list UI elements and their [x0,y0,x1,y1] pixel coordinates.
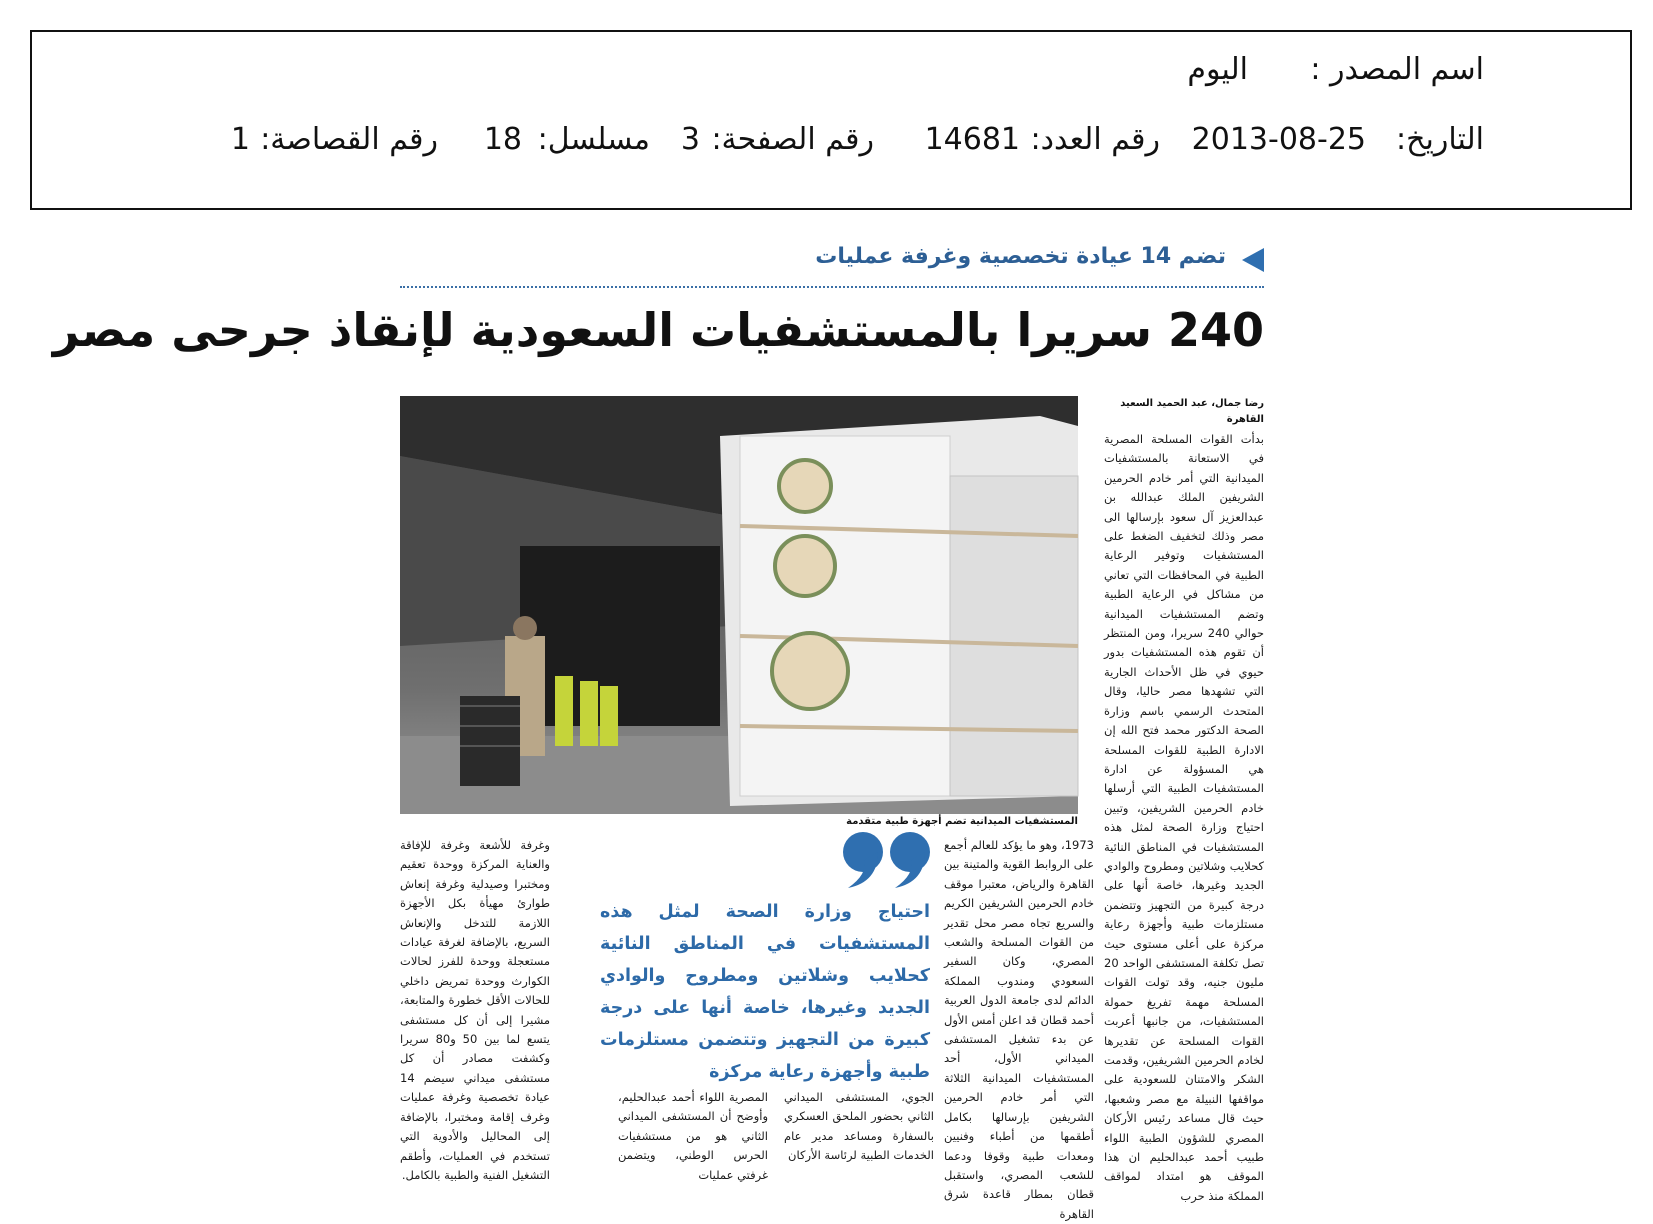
kicker-arrow-icon [1242,248,1264,272]
article-body-column-5: وغرفة للأشعة وغرفة للإفاقة والعناية المركزة ووحدة تعقيم ومختبرا وصيدلية وغرفة إنعاش طوارئ مهيأة بكل الأجهزة اللازمة للتدخل والإنعاش السريع، بالإضافة لغرفة عيادات مستعجلة ووحدة للفرز لحالات الكوارث ووحدة تمريض داخلي للحالات الأقل خطورة والمتابعة، مشيرا إلى أن كل مستشفى يتسع لما بين 50 و80 سريرا وكشفت مصادر أن كل مستشفى ميداني سيضم 14 عيادة تخصصية وغرفة عمليات وغرف إقامة ومختبرا، بالإضافة إلى المحاليل والأدوية التي تستخدم في العمليات، وأطقم التشغيل الفنية والطبية بالكامل. [400,838,550,1182]
cargo-plane-photo-illustration [400,396,1078,814]
issue-value: 14681 [924,122,1020,157]
article-body-column-2: 1973، وهو ما يؤكد للعالم أجمع على الروابط القوية والمتينة بين القاهرة والرياض، معتبرا موقف خادم الحرمين الشريفين الكريم والسريع تجاه مصر محل تقدير من القوات المسلحة والشعب المصري، وكان السفير السعودي ومندوب المملكة الدائم لدى جامعة الدول العربية أحمد قطان قد اعلن أمس الأول عن بدء تشغيل المستشفى الميداني الأول، أحد المستشفيات الميدانية الثلاثة التي أمر خادم الحرمين الشريفين بإرسالها بكامل أطقمها من أطباء وفنيين ومعدات طبية وقوفا ودعما للشعب المصري، واستقبل قطان بمطار قاعدة شرق القاهرة [944,838,1094,1221]
date-value: 2013-08-25 [1191,122,1366,157]
serial-label: مسلسل: [537,122,650,157]
pull-quote: احتياج وزارة الصحة لمثل هذه المستشفيات في المناطق النائية كحلايب وشلاتين ومطروح والوادي الجديد وغيرها، خاصة أنها على درجة كبيرة من التجهيز وتتضمن مستلزمات طبية وأجهزة رعاية مركزة [600,902,930,1082]
serial-value: 18 [483,122,522,157]
headline: 240 سريرا بالمستشفيات السعودية لإنقاذ جرحى مصر [52,303,1264,357]
date-label: التاريخ: [1396,122,1484,157]
clip-value: 1 [230,122,250,157]
newspaper-article [52,236,1265,1221]
quote-mark-icon [838,830,934,890]
source-value: اليوم [1187,52,1248,87]
article-body-column-1: بدأت القوات المسلحة المصرية في الاستعانة بالمستشفيات الميدانية التي أمر خادم الحرمين الشريفين الملك عبدالله بن عبدالعزيز آل سعود بإرسالها الى مصر وذلك لتخفيف الضغط على المستشفيات وتوفير الرعاية الطبية في المحافظات التي تعاني من مشاكل في الرعاية الطبية وتضم المستشفيات الميدانية حوالي 240 سريرا، ومن المنتظر أن تقوم هذه المستشفيات بدور حيوي في ظل الأحداث الجارية التي تشهدها مصر حاليا، وقال المتحدث الرسمي باسم وزارة الصحة الدكتور محمد فتح الله إن الادارة الطبية للقوات المسلحة هي المسؤولة عن ادارة المستشفيات الطبية التي أرسلها خادم الحرمين الشريفين، وتبين احتياج وزارة الصحة لمثل هذه المستشفيات في المناطق النائية كحلايب وشلاتين ومطروح والوادي الجديد وغيرها، خاصة أنها على درجة كبيرة من التجهيز وتتضمن مستلزمات طبية وأجهزة رعاية مركزة على أعلى مستوى حيث تصل تكلفة المستشفى الواحد 20 مليون جنيه، وقد تولت القوات المسلحة مهمة تفريغ حمولة المستشفيات، من جانبها أعربت القوات المسلحة عن تقديرها لخادم الحرمين الشريفين، وقدمت الشكر والامتنان للسعودية على مواقفها النبيلة مع مصر وشعبها، حيث قال مساعد رئيس الأركان المصري للشؤون الطبية اللواء طبيب أحمد عبدالحليم ان هذا الموقف هو امتداد لمواقف المملكة منذ حرب [1104,432,1265,1203]
page-value: 3 [680,122,700,157]
dateline: القاهرة [1226,414,1264,425]
issue-label: رقم العدد: [1030,122,1160,157]
source-label: اسم المصدر : [1310,52,1484,87]
byline-block [1104,396,1264,428]
byline: رضا جمال، عبد الحميد السعيد [1120,398,1264,409]
photo-caption: المستشفيات الميدانية تضم أجهزة طبية متقدمة [846,816,1078,827]
article-photo [400,396,1078,814]
clipping-header [30,30,1632,210]
article-body-column-4: المصرية اللواء أحمد عبدالحليم، وأوضح أن المستشفى الميداني الثاني هو من مستشفيات الحرس الوطني، ويتضمن غرفتي عمليات [618,1090,768,1182]
page-label: رقم الصفحة: [711,122,874,157]
kicker-row [400,236,1264,288]
clip-label: رقم القصاصة: [260,122,438,157]
article-body-column-3: الجوي، المستشفى الميداني الثاني بحضور الملحق العسكري بالسفارة ومساعد مدير عام الخدمات الطبية لرئاسة الأركان [784,1090,934,1163]
kicker: تضم 14 عيادة تخصصية وغرفة عمليات [815,244,1226,269]
